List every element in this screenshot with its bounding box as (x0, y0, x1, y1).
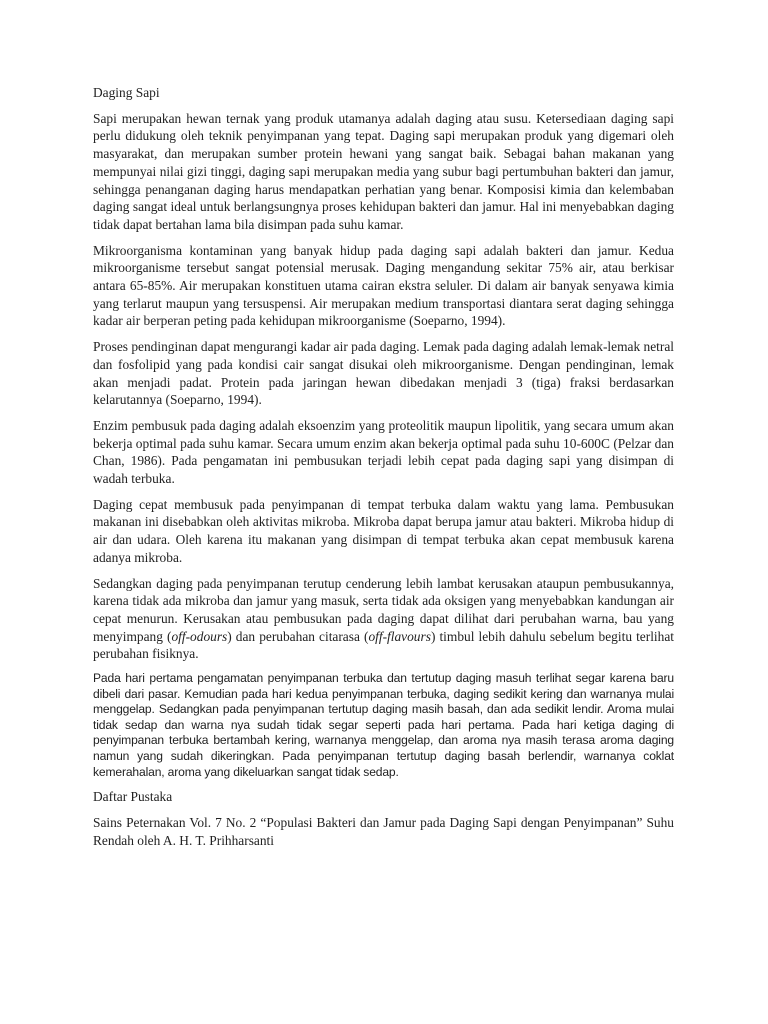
document-page (93, 84, 674, 849)
closed-storage-text-a: Sedangkan daging pada penyimpanan terutup cenderung lebih lambat kerusakan ataupun pembusukannya, karena tidak ada mikroba dan jamur yang masuk, serta tidak ada oksigen yang menyebabkan kandungan air cepat menurun. Kerusakan atau pembusukan pada daging dapat dilihat dari perubahan warna, bau yang menyimpang ( (93, 575, 674, 644)
paragraph-intro: Sapi merupakan hewan ternak yang produk utamanya adalah daging atau susu. Ketersediaan daging sapi perlu didukung oleh teknik penyimpanan yang tepat. Daging sapi merupakan produk yang digemari oleh masyarakat, dan merupakan sumber protein hewani yang sangat baik. Sebagai bahan makanan yang mempunyai nilai gizi tinggi, daging sapi merupakan media yang subur bagi pertumbuhan bakteri dan jamur, sehingga penanganan daging harus mendapatkan perhatian yang benar. Komposisi kimia dan kelembaban daging sangat ideal untuk berlangsungnya proses kehidupan bakteri dan jamur. Hal ini menyebabkan daging tidak dapat bertahan lama bila disimpan pada suhu kamar. (93, 110, 674, 232)
closed-storage-text-c: ) timbul lebih dahulu sebelum begitu terlihat perubahan fisiknya. (93, 628, 674, 662)
paragraph-microorganisms: Mikroorganisma kontaminan yang banyak hidup pada daging sapi adalah bakteri dan jamur. Kedua mikroorganisme tersebut sangat potensial merusak. Daging mengandung sekitar 75% air, atau berkisar antara 65-85%. Air merupakan konstituen utama cairan ekstra seluler. Di dalam air banyak senyawa kimia yang terlarut maupun yang tersuspensi. Air merupakan medium transportasi diantara serat daging sehingga kadar air berperan peting pada kehidupan mikroorganisme (Soeparno, 1994). (93, 242, 674, 329)
paragraph-open-storage: Daging cepat membusuk pada penyimpanan di tempat terbuka dalam waktu yang lama. Pembusukan makanan ini disebabkan oleh aktivitas mikroba. Mikroba dapat berupa jamur atau bakteri. Mikroba hidup di air dan udara. Oleh karena itu makanan yang disimpan di tempat terbuka akan cepat membusuk karena adanya mikroba. (93, 496, 674, 565)
references-heading: Daftar Pustaka (93, 789, 173, 805)
paragraph-closed-storage (93, 575, 674, 664)
paragraph-cooling: Proses pendinginan dapat mengurangi kadar air pada daging. Lemak pada daging adalah lemak-lemak netral dan fosfolipid yang pada kondisi cair sangat disukai oleh mikroorganisme. Dengan pendinginan, lemak akan menjadi padat. Protein pada jaringan hewan dibedakan menjadi 3 (tiga) fraksi berdasarkan kelarutannya (Soeparno, 1994). (93, 339, 674, 408)
document-title: Daging Sapi (93, 85, 160, 100)
reference-entry: Sains Peternakan Vol. 7 No. 2 “Populasi Bakteri dan Jamur pada Daging Sapi dengan Penyimpanan” Suhu Rendah oleh A. H. T. Prihharsanti (93, 814, 674, 848)
paragraph-observations: Pada hari pertama pengamatan penyimpanan terbuka dan tertutup daging masuh terlihat segar karena baru dibeli dari pasar. Kemudian pada hari kedua penyimpanan terbuka, daging sedikit kering dan warnanya mulai menggelap. Sedangkan pada penyimpanan tertutup daging masih basah, dan ada sedikit lendir. Aroma mulai tidak sedap dan warna nya sudah tidak segar seperti pada hari pertama. Pada hari ketiga daging di penyimpanan terbuka bertambah kering, warnanya menggelap, dan aroma nya masih terasa aroma daging namun yang sudah dikeringkan. Pada penyimpanan tertutup daging basah berlendir, warnanya coklat kemerahalan, aroma yang dikeluarkan sangat tidak sedap. (93, 671, 674, 779)
paragraph-enzymes: Enzim pembusuk pada daging adalah eksoenzim yang proteolitik maupun lipolitik, yang secara umum akan bekerja optimal pada suhu kamar. Secara umum enzim akan bekerja optimal pada suhu 10-600C (Pelzar dan Chan, 1986). Pada pengamatan ini pembusukan terjadi lebih cepat pada daging sapi yang disimpan di wadah terbuka. (93, 417, 674, 487)
off-odours-term: off-odours (171, 628, 228, 644)
closed-storage-text-b: ) dan perubahan citarasa ( (227, 628, 369, 644)
off-flavours-term: off-flavours (368, 628, 431, 644)
